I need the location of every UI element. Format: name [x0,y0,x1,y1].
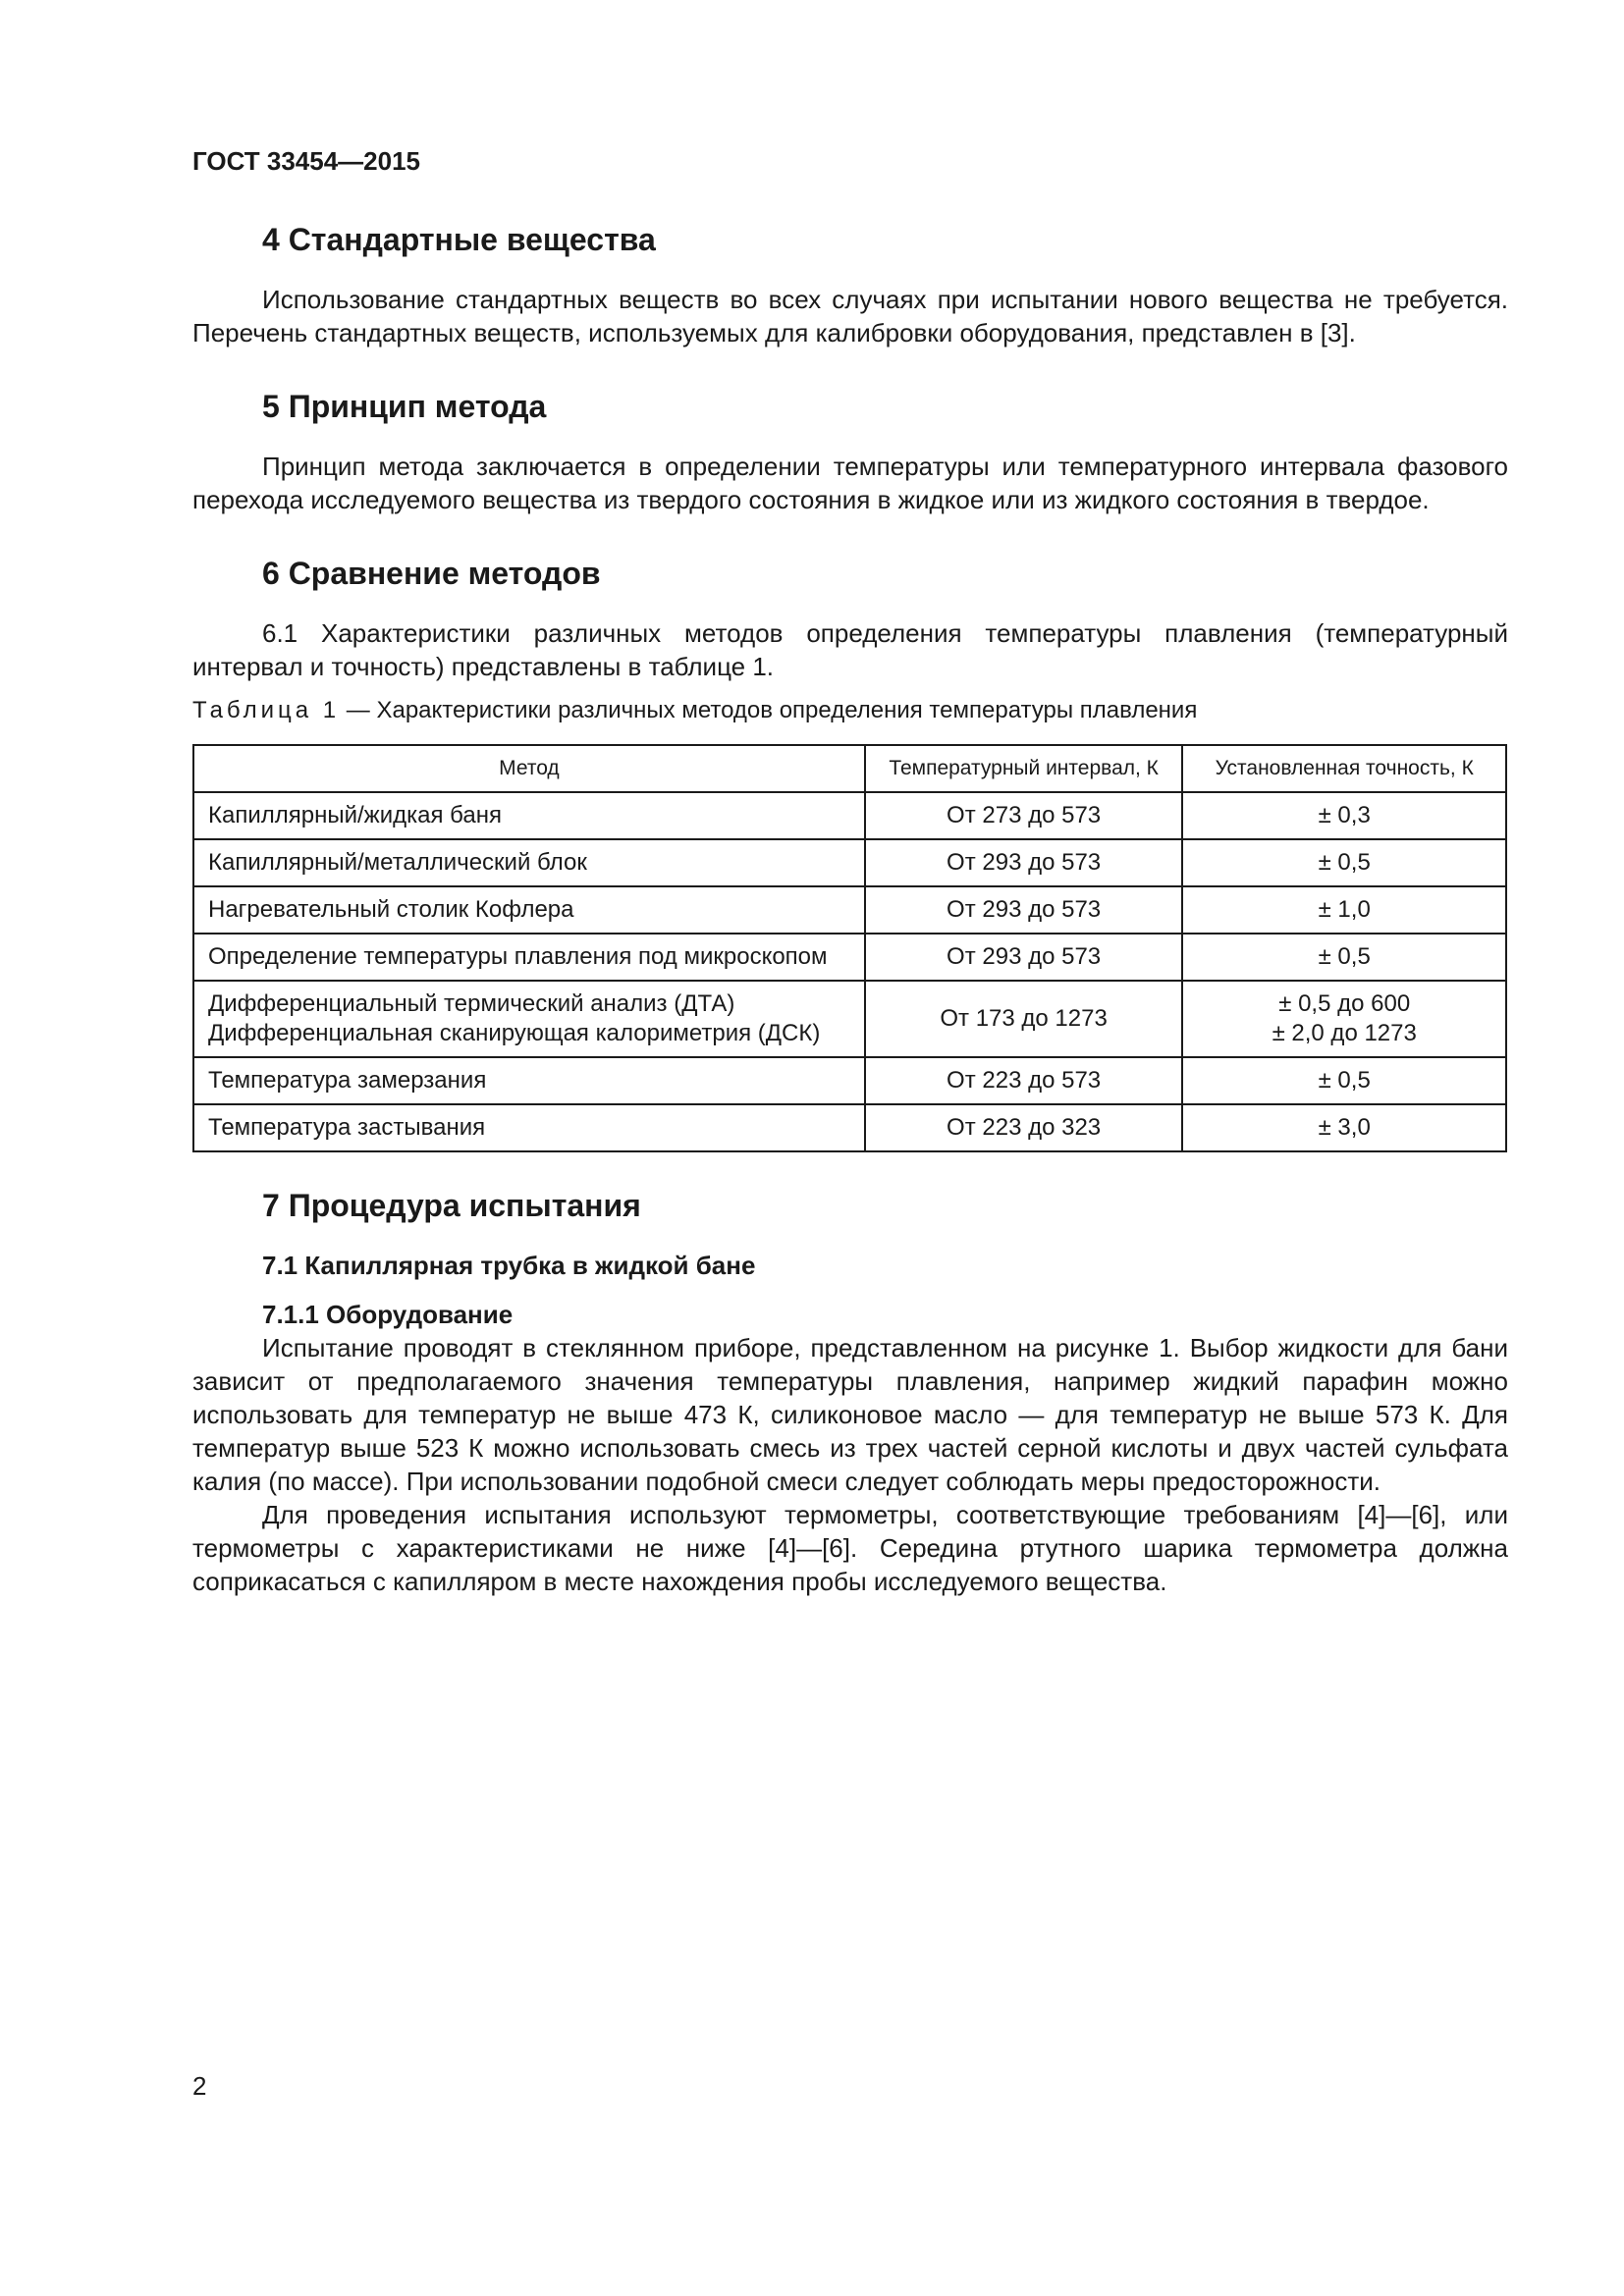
cell-accuracy [1182,981,1506,1057]
cell-accuracy: ± 3,0 [1182,1104,1506,1151]
subsection-7-1-1-paragraph-2: Для проведения испытания используют термометры, соответствующие требованиям [4]—[6], или термометры с характеристиками не ниже [4]—[6]. Середина ртутного шарика термометра должна соприкасаться с капилляром в месте нахождения пробы исследуемого вещества. [192,1500,1508,1596]
section-5 [192,387,1508,516]
cell-accuracy-line-1: ± 0,5 до 600 [1278,990,1411,1017]
document-page [192,145,1508,1598]
table-row [193,792,1506,839]
cell-method [193,981,865,1057]
cell-accuracy: ± 0,5 [1182,1057,1506,1104]
cell-method-line-2: Дифференциальная сканирующая калориметрия (ДСК) [208,1020,821,1046]
cell-accuracy: ± 0,3 [1182,792,1506,839]
cell-range: От 273 до 573 [865,792,1183,839]
cell-accuracy: ± 1,0 [1182,886,1506,934]
cell-method: Капиллярный/металлический блок [193,839,865,886]
table-header-row [193,745,1506,792]
header-method: Метод [193,745,865,792]
cell-range: От 173 до 1273 [865,981,1183,1057]
table-row [193,839,1506,886]
cell-accuracy: ± 0,5 [1182,839,1506,886]
cell-method-line-1: Дифференциальный термический анализ (ДТА) [208,990,735,1017]
cell-range: От 293 до 573 [865,886,1183,934]
table-1-caption-text: — Характеристики различных методов определения температуры плавления [340,697,1198,723]
cell-method: Температура застывания [193,1104,865,1151]
table-row [193,886,1506,934]
section-7 [192,1186,1508,1598]
cell-method: Капиллярный/жидкая баня [193,792,865,839]
subsection-7-1-1-paragraph-1: Испытание проводят в стеклянном приборе, представленном на рисунке 1. Выбор жидкости для бани зависит от предполагаемого значения температуры плавления, например жидкий парафин можно использовать для температур не выше 473 К, силиконовое масло — для температур не выше 573 К. Для температур выше 523 К можно использовать смесь из трех частей серной кислоты и двух частей сульфата калия (по массе). При использовании подобной смеси следует соблюдать меры предосторожности. [192,1333,1508,1496]
table-row [193,981,1506,1057]
cell-method: Нагревательный столик Кофлера [193,886,865,934]
cell-range: От 293 до 573 [865,934,1183,981]
subsection-7-1-title: 7.1 Капиллярная трубка в жидкой бане [262,1251,756,1280]
cell-accuracy-line-2: ± 2,0 до 1273 [1272,1020,1417,1046]
cell-range: От 223 до 323 [865,1104,1183,1151]
cell-range: От 293 до 573 [865,839,1183,886]
section-6-text: 6.1 Характеристики различных методов определения температуры плавления (температурный интервал и точность) представлены в таблице 1. [192,618,1508,681]
section-4-text: Использование стандартных веществ во всех случаях при испытании нового вещества не требуется. Перечень стандартных веществ, используемых для калибровки оборудования, представлен в [3]. [192,285,1508,347]
section-5-text: Принцип метода заключается в определении температуры или температурного интервала фазового перехода исследуемого вещества из твердого состояния в жидкое или из жидкого состояния в твердое. [192,452,1508,514]
header-accuracy: Установленная точность, К [1182,745,1506,792]
cell-method: Температура замерзания [193,1057,865,1104]
table-1-caption-label: Таблица 1 [192,697,341,723]
section-6 [192,554,1508,683]
section-5-title: 5 Принцип метода [262,389,547,424]
section-6-title: 6 Сравнение методов [262,556,601,591]
section-4 [192,220,1508,349]
table-row [193,1104,1506,1151]
cell-range: От 223 до 573 [865,1057,1183,1104]
cell-method: Определение температуры плавления под микроскопом [193,934,865,981]
methods-table [192,744,1507,1152]
document-id-header: ГОСТ 33454—2015 [192,146,420,176]
section-4-title: 4 Стандартные вещества [262,222,656,257]
page-number: 2 [192,2071,207,2101]
cell-accuracy: ± 0,5 [1182,934,1506,981]
section-7-title: 7 Процедура испытания [262,1188,641,1223]
table-row [193,1057,1506,1104]
subsection-7-1-1-title: 7.1.1 Оборудование [262,1300,514,1329]
table-1-caption [192,695,1508,726]
header-range: Температурный интервал, К [865,745,1183,792]
table-row [193,934,1506,981]
